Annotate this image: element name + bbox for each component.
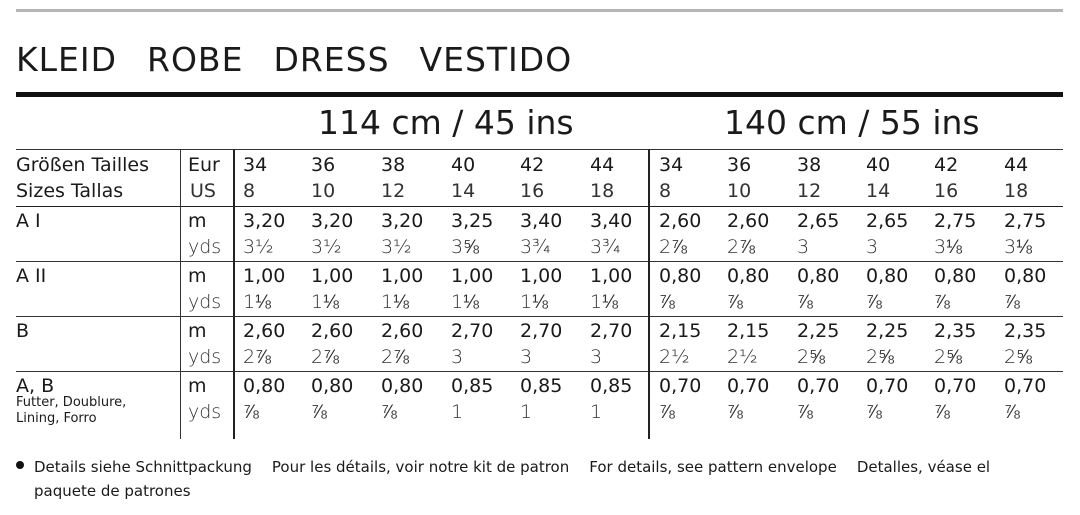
metre-value: 0,85 xyxy=(590,375,633,397)
size-eur: 44 xyxy=(590,154,615,176)
yard-value: 2⅞ xyxy=(381,346,409,368)
width-divider xyxy=(648,149,650,439)
size-eur: 42 xyxy=(520,154,545,176)
yard-value: 3 xyxy=(590,346,603,368)
title-fr: ROBE xyxy=(147,40,244,79)
yard-value: ⅞ xyxy=(934,401,950,423)
yard-value: 1 xyxy=(590,401,603,423)
metre-value: 0,80 xyxy=(797,265,840,287)
size-us: 16 xyxy=(520,180,545,202)
metre-value: 2,70 xyxy=(451,320,494,342)
metre-value: 2,15 xyxy=(727,320,770,342)
yard-value: 3⅝ xyxy=(451,236,479,258)
title-en: DRESS xyxy=(273,40,390,79)
size-system-eur: Eur xyxy=(188,154,220,176)
title-rule xyxy=(16,92,1063,97)
footnote-fr: Pour les détails, voir notre kit de patron xyxy=(271,458,570,476)
yard-value: 2½ xyxy=(659,346,690,368)
yard-value: ⅞ xyxy=(311,401,327,423)
yard-value: 2⅝ xyxy=(934,346,962,368)
size-us: 12 xyxy=(381,180,406,202)
yard-value: 1 xyxy=(520,401,533,423)
size-us: 14 xyxy=(866,180,891,202)
metre-value: 0,70 xyxy=(659,375,702,397)
metre-value: 0,85 xyxy=(520,375,563,397)
metre-value: 0,80 xyxy=(659,265,702,287)
unit-m: m xyxy=(188,375,207,397)
bullet-icon xyxy=(16,461,24,469)
metre-value: 2,25 xyxy=(866,320,909,342)
metre-value: 0,70 xyxy=(1004,375,1047,397)
metre-value: 0,70 xyxy=(797,375,840,397)
metre-value: 3,20 xyxy=(243,210,286,232)
unit-yds: yds xyxy=(188,291,222,313)
row-label: A II xyxy=(16,265,47,287)
metre-value: 0,80 xyxy=(934,265,977,287)
metre-value: 2,65 xyxy=(797,210,840,232)
footnote xyxy=(34,455,1054,503)
size-us: 8 xyxy=(243,180,256,202)
size-label-line2: Sizes Tallas xyxy=(16,180,124,202)
yard-value: ⅞ xyxy=(866,291,882,313)
size-eur: 34 xyxy=(659,154,684,176)
yard-value: 2⅝ xyxy=(797,346,825,368)
yard-value: 1⅛ xyxy=(243,291,271,313)
metre-value: 2,60 xyxy=(311,320,354,342)
row-label: B xyxy=(16,320,30,342)
yard-value: ⅞ xyxy=(1004,291,1020,313)
yard-value: 1⅛ xyxy=(590,291,618,313)
size-eur: 40 xyxy=(451,154,476,176)
unit-yds: yds xyxy=(188,346,222,368)
size-eur: 38 xyxy=(797,154,822,176)
size-eur: 44 xyxy=(1004,154,1029,176)
yard-value: 3 xyxy=(797,236,810,258)
size-us: 10 xyxy=(727,180,752,202)
metre-value: 0,80 xyxy=(1004,265,1047,287)
size-system-us: US xyxy=(190,180,216,202)
title-es: VESTIDO xyxy=(419,40,573,79)
header-bottom-line xyxy=(16,206,1063,207)
metre-value: 2,60 xyxy=(727,210,770,232)
yard-value: 1 xyxy=(451,401,464,423)
yard-value: 3 xyxy=(866,236,879,258)
size-eur: 40 xyxy=(866,154,891,176)
yard-value: ⅞ xyxy=(381,401,397,423)
yard-value: ⅞ xyxy=(797,401,813,423)
yard-value: ⅞ xyxy=(659,291,675,313)
metre-value: 1,00 xyxy=(381,265,424,287)
yard-value: 2⅝ xyxy=(1004,346,1032,368)
size-us: 10 xyxy=(311,180,336,202)
yard-value: ⅞ xyxy=(659,401,675,423)
fabric-width-140: 140 cm / 55 ins xyxy=(724,103,980,142)
metre-value: 2,60 xyxy=(243,320,286,342)
metre-value: 2,70 xyxy=(590,320,633,342)
metre-value: 2,75 xyxy=(1004,210,1047,232)
yard-value: 2⅝ xyxy=(866,346,894,368)
size-us: 18 xyxy=(1004,180,1029,202)
size-eur: 42 xyxy=(934,154,959,176)
yard-value: 3⅛ xyxy=(1004,236,1032,258)
row-sublabel: Futter, Doublure, Lining, Forro xyxy=(16,395,127,426)
metre-value: 2,15 xyxy=(659,320,702,342)
metre-value: 3,20 xyxy=(381,210,424,232)
row-divider xyxy=(16,371,1063,372)
yard-value: ⅞ xyxy=(797,291,813,313)
metre-value: 2,60 xyxy=(381,320,424,342)
size-us: 16 xyxy=(934,180,959,202)
metre-value: 1,00 xyxy=(243,265,286,287)
metre-value: 2,75 xyxy=(934,210,977,232)
metre-value: 2,60 xyxy=(659,210,702,232)
size-us: 12 xyxy=(797,180,822,202)
size-eur: 36 xyxy=(311,154,336,176)
size-eur: 36 xyxy=(727,154,752,176)
yard-value: ⅞ xyxy=(727,291,743,313)
yard-value: 1⅛ xyxy=(520,291,548,313)
metre-value: 2,65 xyxy=(866,210,909,232)
footnote-es: Detalles, véase el paquete de patrones xyxy=(34,458,991,500)
metre-value: 0,85 xyxy=(451,375,494,397)
metre-value: 0,80 xyxy=(866,265,909,287)
yard-value: 3 xyxy=(451,346,464,368)
unit-m: m xyxy=(188,210,207,232)
metre-value: 0,70 xyxy=(727,375,770,397)
unit-m: m xyxy=(188,265,207,287)
yard-value: ⅞ xyxy=(1004,401,1020,423)
size-us: 14 xyxy=(451,180,476,202)
yard-value: 3⅛ xyxy=(934,236,962,258)
metre-value: 0,80 xyxy=(243,375,286,397)
size-label-line1: Größen Tailles xyxy=(16,154,150,176)
top-rule xyxy=(16,9,1063,12)
yard-value: 2½ xyxy=(727,346,758,368)
yard-value: ⅞ xyxy=(243,401,259,423)
fabric-width-114: 114 cm / 45 ins xyxy=(318,103,574,142)
metre-value: 0,80 xyxy=(381,375,424,397)
metre-value: 3,20 xyxy=(311,210,354,232)
yard-value: 1⅛ xyxy=(311,291,339,313)
unit-yds: yds xyxy=(188,401,222,423)
page-title xyxy=(16,40,602,79)
yard-value: 3½ xyxy=(243,236,274,258)
metre-value: 1,00 xyxy=(311,265,354,287)
yard-value: 3½ xyxy=(311,236,342,258)
row-label: A I xyxy=(16,210,41,232)
metre-value: 1,00 xyxy=(520,265,563,287)
yard-value: ⅞ xyxy=(866,401,882,423)
yard-value: 2⅞ xyxy=(311,346,339,368)
yard-value: ⅞ xyxy=(934,291,950,313)
metre-value: 3,25 xyxy=(451,210,494,232)
row-divider xyxy=(16,261,1063,262)
size-us: 18 xyxy=(590,180,615,202)
yard-value: 2⅞ xyxy=(727,236,755,258)
metre-value: 2,35 xyxy=(1004,320,1047,342)
size-eur: 38 xyxy=(381,154,406,176)
size-us: 8 xyxy=(659,180,672,202)
size-column-divider xyxy=(233,149,235,439)
metre-value: 1,00 xyxy=(451,265,494,287)
yard-value: 2⅞ xyxy=(243,346,271,368)
yard-value: 3¾ xyxy=(590,236,621,258)
unit-column-divider xyxy=(180,149,181,439)
yard-value: 1⅛ xyxy=(381,291,409,313)
yard-value: 3 xyxy=(520,346,533,368)
row-divider xyxy=(16,316,1063,317)
yard-value: ⅞ xyxy=(727,401,743,423)
metre-value: 0,80 xyxy=(311,375,354,397)
size-eur: 34 xyxy=(243,154,268,176)
metre-value: 0,70 xyxy=(866,375,909,397)
header-top-line xyxy=(16,149,1063,150)
metre-value: 2,25 xyxy=(797,320,840,342)
row-label: A, B xyxy=(16,375,55,397)
yard-value: 2⅞ xyxy=(659,236,687,258)
title-de: KLEID xyxy=(16,40,118,79)
metre-value: 0,80 xyxy=(727,265,770,287)
footnote-en: For details, see pattern envelope xyxy=(589,458,837,476)
unit-m: m xyxy=(188,320,207,342)
metre-value: 3,40 xyxy=(520,210,563,232)
metre-value: 1,00 xyxy=(590,265,633,287)
yard-value: 1⅛ xyxy=(451,291,479,313)
yard-value: 3½ xyxy=(381,236,412,258)
metre-value: 3,40 xyxy=(590,210,633,232)
yard-value: 3¾ xyxy=(520,236,551,258)
metre-value: 0,70 xyxy=(934,375,977,397)
metre-value: 2,70 xyxy=(520,320,563,342)
unit-yds: yds xyxy=(188,236,222,258)
footnote-de: Details siehe Schnittpackung xyxy=(34,458,252,476)
metre-value: 2,35 xyxy=(934,320,977,342)
